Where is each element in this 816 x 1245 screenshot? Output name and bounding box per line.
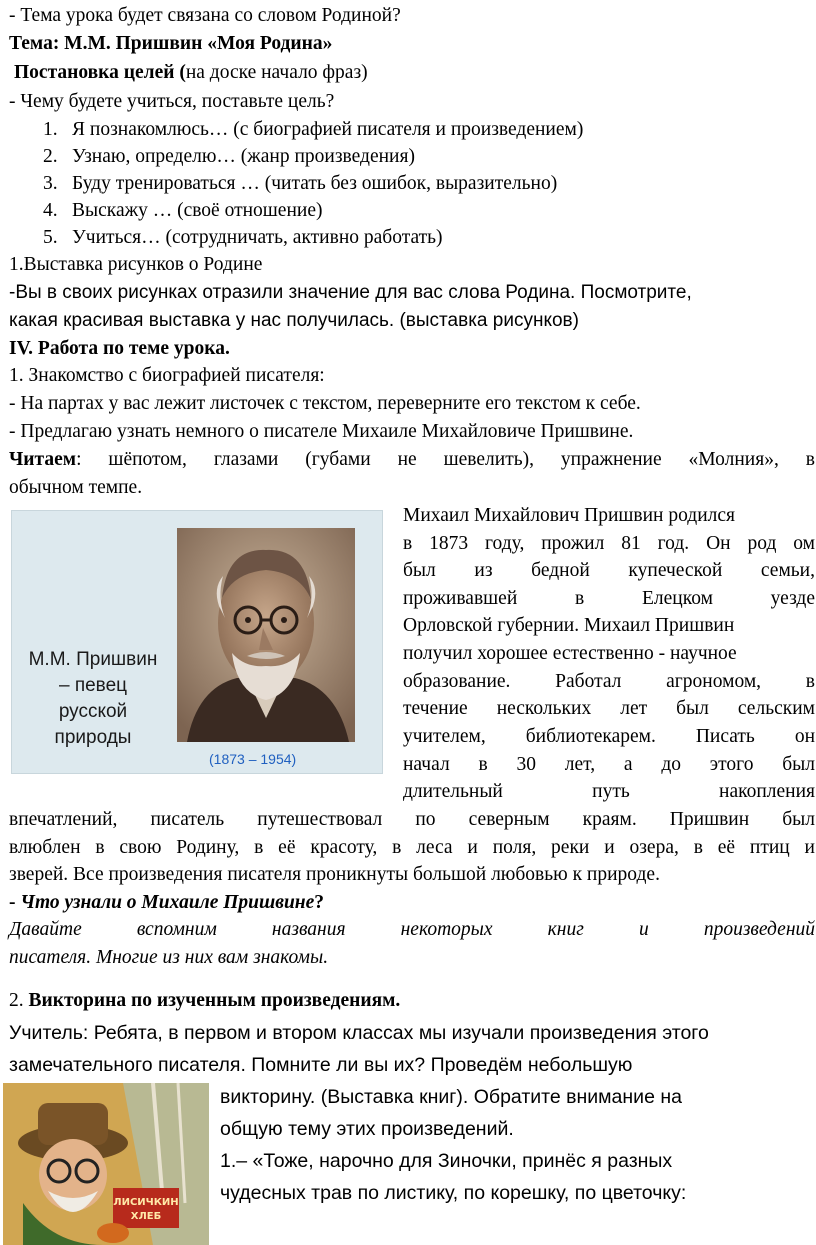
goal-setting-heading: Постановка целей (на доске начало фраз): [14, 62, 368, 83]
topic-question: - Тема урока будет связана со словом Родиной?: [9, 5, 401, 26]
list-item: Выскажу … (своё отношение): [72, 200, 323, 221]
reading-instruction-cont: обычном темпе.: [9, 477, 143, 498]
teacher-text-2: замечательного писателя. Помните ли вы их? Проведём небольшую: [9, 1054, 633, 1076]
drawings-text-1: -Вы в своих рисунках отразили значение для вас слова Родина. Посмотрите,: [9, 282, 692, 303]
book-title-line-2: ХЛЕБ: [130, 1211, 162, 1222]
section-heading: IV. Работа по теме урока.: [9, 338, 230, 359]
recall-prompt-cont: писателя. Многие из них вам знакомы.: [9, 947, 329, 968]
biography-intro: 1. Знакомство с биографией писателя:: [9, 365, 325, 386]
instruction-2: - Предлагаю узнать немного о писателе Михаиле Михайловиче Пришвине.: [9, 421, 634, 442]
question-heading: - Что узнали о Михаиле Пришвине?: [9, 892, 325, 913]
teacher-text-3: викторину. (Выставка книг). Обратите внимание на: [220, 1086, 682, 1108]
list-item: Буду тренироваться … (читать без ошибок, выразительно): [72, 173, 558, 194]
book-title-line-1: ЛИСИЧКИН: [113, 1197, 179, 1208]
instruction-1: - На партах у вас лежит листочек с текстом, переверните его текстом к себе.: [9, 393, 641, 414]
teacher-text-1: Учитель: Ребята, в первом и втором классах мы изучали произведения этого: [9, 1022, 709, 1044]
life-years: (1873 – 1954): [209, 751, 297, 767]
list-item: Я познакомлюсь… (с биографией писателя и произведением): [72, 119, 584, 140]
quiz-question-1-cont: чудесных трав по листику, по корешку, по цветочку:: [220, 1182, 687, 1204]
lesson-topic: Тема: М.М. Пришвин «Моя Родина»: [9, 33, 333, 54]
goal-question: - Чему будете учиться, поставьте цель?: [9, 91, 335, 112]
teacher-text-4: общую тему этих произведений.: [220, 1118, 514, 1140]
quiz-question-1: 1.– «Тоже, нарочно для Зиночки, принёс я разных: [220, 1150, 673, 1172]
reading-instruction: Читаем: шёпотом, глазами (губами не шевелить), упражнение «Молния», в: [9, 449, 815, 470]
list-item: Узнаю, определю… (жанр произведения): [72, 146, 415, 167]
recall-prompt: Давайте вспомним названия некоторых книг и произведений: [9, 919, 815, 940]
drawings-text-2: какая красивая выставка у нас получилась. (выставка рисунков): [9, 310, 579, 331]
list-item: Учиться… (сотрудничать, активно работать): [72, 227, 443, 248]
writer-portrait-figure: [11, 510, 383, 774]
drawings-exhibition: 1.Выставка рисунков о Родине: [9, 254, 263, 275]
book-cover-image: [3, 1083, 209, 1245]
figure-caption: М.М. Пришвин – певец русской природы: [28, 649, 158, 748]
portrait-photo: [177, 528, 355, 742]
quiz-heading: 2. Викторина по изученным произведениям.: [9, 990, 401, 1011]
